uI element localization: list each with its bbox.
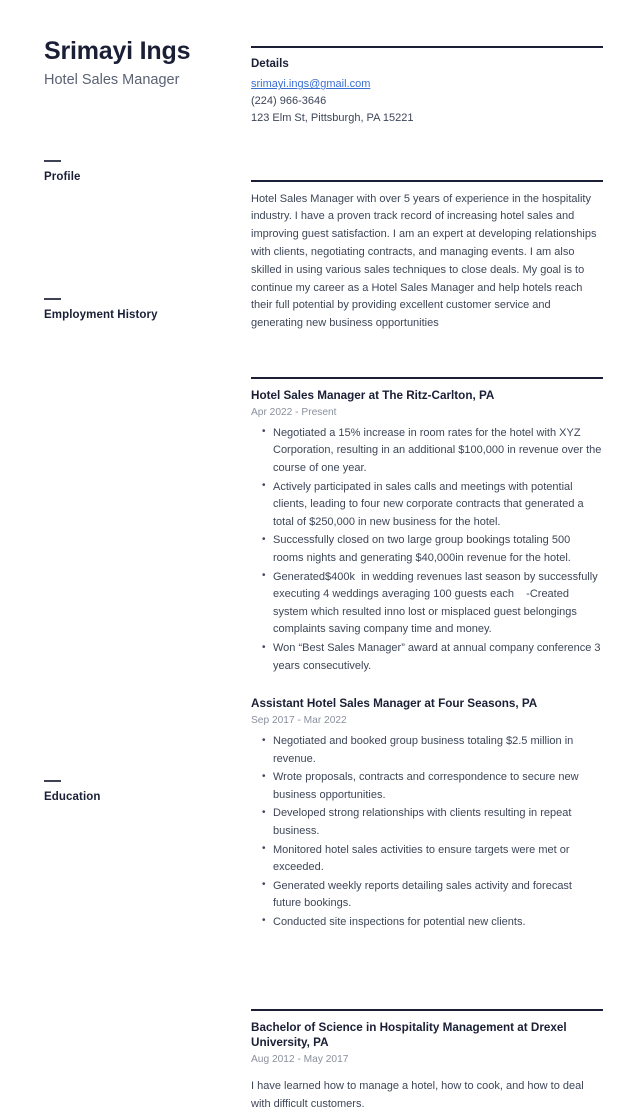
section-dash-rule [44, 298, 61, 300]
candidate-name: Srimayi Ings [44, 37, 191, 65]
email-link[interactable]: srimayi.ings@gmail.com [251, 78, 371, 91]
sidebar-section-education [44, 780, 244, 805]
list-item: • Negotiated and booked group business totaling $2.5 million in revenue. [273, 733, 603, 768]
details-address: 123 Elm St, Pittsburgh, PA 15221 [251, 111, 414, 124]
resume-main [251, 36, 603, 1113]
list-item: • Developed strong relationships with clients resulting in repeat business. [273, 805, 603, 840]
details-email-row [251, 74, 603, 93]
candidate-job-title: Hotel Sales Manager [44, 71, 180, 88]
sidebar-label-profile: Profile [44, 170, 81, 183]
list-item: • Generated$400k in wedding revenues last season by successfully executing 4 weddings averaging 100 guests each -Created system which resulted inno lost or misplaced guest belongings complaints saving company time and money. [273, 569, 603, 639]
employment-entry [251, 696, 603, 931]
section-divider-employment [251, 377, 603, 379]
details-heading: Details [251, 58, 289, 70]
section-divider-profile [251, 180, 603, 182]
section-divider-details [251, 46, 603, 48]
education-entry-text: I have learned how to manage a hotel, how to cook, and how to deal with difficult customers. [251, 1079, 584, 1110]
education-entry [251, 1020, 603, 1113]
employment-entry-bullets [251, 425, 603, 675]
employment-entry-title: Assistant Hotel Sales Manager at Four Seasons, PA [251, 697, 538, 711]
list-item: • Actively participated in sales calls and meetings with potential clients, leading to four new corporate contracts that generated a total of $250,000 in new business for the hotel. [273, 479, 603, 532]
education-entry-title: Bachelor of Science in Hospitality Management at Drexel University, PA [251, 1020, 567, 1050]
employment-entry-title: Hotel Sales Manager at The Ritz-Carlton, PA [251, 389, 495, 403]
sidebar-label-education: Education [44, 791, 101, 804]
list-item: • Wrote proposals, contracts and correspondence to secure new business opportunities. [273, 769, 603, 804]
list-item: • Monitored hotel sales activities to ensure targets were met or exceeded. [273, 842, 603, 877]
details-section [251, 46, 603, 127]
employment-section [251, 377, 603, 932]
education-entry-date: Aug 2012 - May 2017 [251, 1053, 349, 1065]
list-item: • Conducted site inspections for potential new clients. [273, 914, 603, 932]
sidebar-section-profile [44, 160, 244, 185]
resume-sidebar [44, 36, 244, 1113]
sidebar-label-employment: Employment History [44, 308, 158, 321]
section-dash-rule [44, 160, 61, 162]
profile-section [251, 180, 603, 334]
list-item: • Negotiated a 15% increase in room rates for the hotel with XYZ Corporation, resulting in an additional $100,000 in revenue over the course of one year. [273, 425, 603, 478]
list-item: • Successfully closed on two large group bookings totaling 500 rooms nights and generating $40,000in revenue for the hotel. [273, 532, 603, 567]
details-phone: (224) 966-3646 [251, 95, 327, 108]
employment-entry-date: Apr 2022 - Present [251, 406, 337, 418]
profile-text: Hotel Sales Manager with over 5 years of experience in the hospitality industry. I have a proven track record of increasing hotel sales and improving guest satisfaction. I am an expert at developing relationships with clients, negotiating contracts, and managing events. I am also skilled in using various sales techniques to close deals. My goal is to continue my career as a Hotel Sales Manager and help hotels reach their full potential by providing excellent customer service and generating new business opportunities [251, 192, 600, 330]
section-dash-rule [44, 780, 61, 782]
list-item: • Generated weekly reports detailing sales activity and forecast future bookings. [273, 878, 603, 913]
employment-entry-bullets [251, 733, 603, 932]
resume-layout [44, 36, 603, 1113]
sidebar-section-employment [44, 298, 244, 323]
employment-entry-date: Sep 2017 - Mar 2022 [251, 714, 347, 726]
education-section [251, 1009, 603, 1113]
employment-entry [251, 388, 603, 675]
section-divider-education [251, 1009, 603, 1011]
list-item: • Won “Best Sales Manager” award at annual company conference 3 years consecutively. [273, 640, 603, 675]
